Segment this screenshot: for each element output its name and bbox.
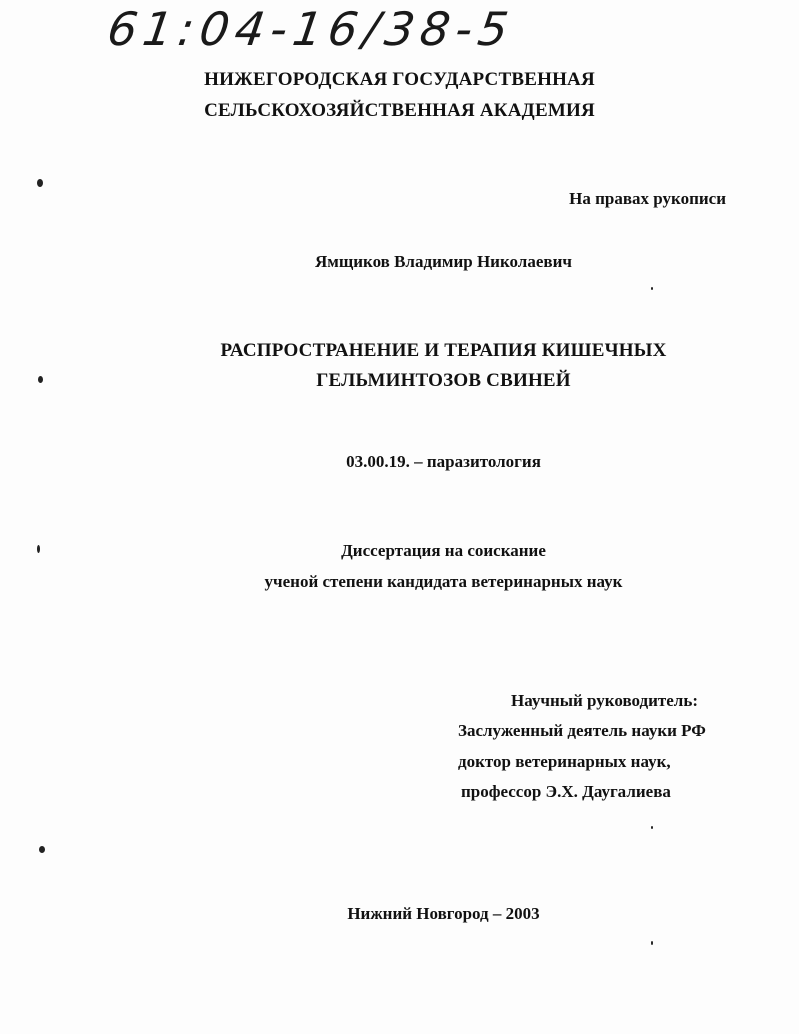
scan-speck: [651, 826, 653, 829]
title-line-1: РАСПРОСТРАНЕНИЕ И ТЕРАПИЯ КИШЕЧНЫХ: [220, 340, 667, 361]
degree-line-2: ученой степени кандидата ветеринарных наук: [264, 572, 623, 591]
scan-speck: [651, 941, 653, 945]
supervisor-title: Заслуженный деятель науки РФ: [458, 721, 706, 740]
place-year: Нижний Новгород – 2003: [347, 904, 540, 923]
scan-speck: [37, 545, 40, 553]
supervisor-name: профессор Э.Х. Даугалиева: [461, 782, 671, 801]
scan-speck: [651, 287, 653, 290]
scan-speck: [38, 376, 43, 383]
author-name: Ямщиков Владимир Николаевич: [315, 252, 572, 271]
scan-speck: [37, 179, 43, 187]
handwritten-catalog-code: 61:04-16/38-5: [104, 2, 518, 56]
rights-note: На правах рукописи: [569, 189, 726, 208]
supervisor-heading: Научный руководитель:: [511, 691, 698, 710]
title-line-2: ГЕЛЬМИНТОЗОВ СВИНЕЙ: [316, 370, 571, 391]
specialty-code: 03.00.19. – паразитология: [346, 452, 541, 471]
institution-line-1: НИЖЕГОРОДСКАЯ ГОСУДАРСТВЕННАЯ: [204, 69, 595, 90]
degree-line-1: Диссертация на соискание: [341, 541, 546, 560]
institution-line-2: СЕЛЬСКОХОЗЯЙСТВЕННАЯ АКАДЕМИЯ: [204, 100, 595, 121]
scan-speck: [39, 846, 45, 853]
supervisor-degree: доктор ветеринарных наук,: [458, 752, 671, 771]
